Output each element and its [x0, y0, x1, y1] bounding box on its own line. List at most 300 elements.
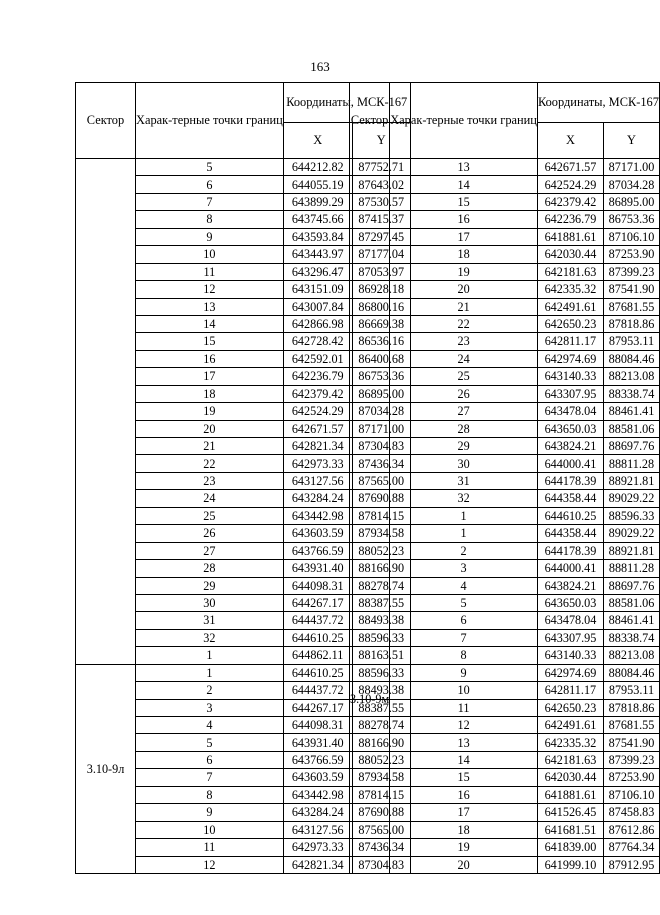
- y-coordinate-cell: 87752.71: [352, 159, 410, 176]
- y-coordinate-cell: 87541.90: [604, 281, 660, 298]
- x-coordinate-cell: 642181.63: [537, 751, 603, 768]
- point-number-cell: 12: [136, 856, 284, 873]
- sector-cell: [76, 159, 136, 665]
- x-coordinate-cell: 642236.79: [537, 211, 603, 228]
- y-coordinate-cell: 87177.04: [352, 246, 410, 263]
- header-coordinates: Координаты, МСК-167: [283, 83, 410, 123]
- x-coordinate-cell: 642335.32: [537, 281, 603, 298]
- point-number-cell: 5: [136, 159, 284, 176]
- table-row: [350, 612, 660, 629]
- y-coordinate-cell: 88084.46: [604, 664, 660, 681]
- point-number-cell: 23: [136, 472, 284, 489]
- table-row: [350, 856, 660, 873]
- y-coordinate-cell: 88811.28: [604, 560, 660, 577]
- table-row: [350, 298, 660, 315]
- y-coordinate-cell: 88493.38: [352, 612, 410, 629]
- point-number-cell: 28: [390, 420, 538, 437]
- x-coordinate-cell: 642811.17: [537, 333, 603, 350]
- x-coordinate-cell: 642866.98: [283, 315, 352, 332]
- table-row: [350, 821, 660, 838]
- table-row: [350, 717, 660, 734]
- x-coordinate-cell: 642491.61: [537, 717, 603, 734]
- point-number-cell: 25: [390, 368, 538, 385]
- x-coordinate-cell: 642650.23: [537, 699, 603, 716]
- x-coordinate-cell: 643650.03: [537, 420, 603, 437]
- y-coordinate-cell: 87934.58: [352, 769, 410, 786]
- y-coordinate-cell: 89029.22: [604, 525, 660, 542]
- y-coordinate-cell: 86400.68: [352, 350, 410, 367]
- y-coordinate-cell: 87912.95: [604, 856, 660, 873]
- point-number-cell: 15: [136, 333, 284, 350]
- x-coordinate-cell: 643766.59: [283, 751, 352, 768]
- y-coordinate-cell: 87304.83: [352, 856, 410, 873]
- y-coordinate-cell: 87297.45: [352, 228, 410, 245]
- header-y: Y: [352, 123, 410, 159]
- point-number-cell: 20: [390, 856, 538, 873]
- point-number-cell: 22: [136, 455, 284, 472]
- y-coordinate-cell: 88596.33: [352, 664, 410, 681]
- point-number-cell: 1: [136, 664, 284, 681]
- x-coordinate-cell: 644000.41: [537, 560, 603, 577]
- x-coordinate-cell: 644267.17: [283, 594, 352, 611]
- y-coordinate-cell: 87541.90: [604, 734, 660, 751]
- y-coordinate-cell: 87681.55: [604, 298, 660, 315]
- point-number-cell: 12: [136, 281, 284, 298]
- point-number-cell: 23: [390, 333, 538, 350]
- y-coordinate-cell: 88461.41: [604, 612, 660, 629]
- y-coordinate-cell: 86536.16: [352, 333, 410, 350]
- table-row: [350, 455, 660, 472]
- y-coordinate-cell: 87565.00: [352, 821, 410, 838]
- point-number-cell: 13: [390, 159, 538, 176]
- point-number-cell: 13: [136, 298, 284, 315]
- y-coordinate-cell: 86895.00: [352, 385, 410, 402]
- y-coordinate-cell: 87304.83: [352, 438, 410, 455]
- point-number-cell: 2: [390, 542, 538, 559]
- y-coordinate-cell: 88387.55: [352, 594, 410, 611]
- point-number-cell: 18: [390, 821, 538, 838]
- x-coordinate-cell: 642030.44: [537, 246, 603, 263]
- header-sector: Сектор: [350, 83, 390, 159]
- y-coordinate-cell: 86753.36: [352, 368, 410, 385]
- x-coordinate-cell: 643478.04: [537, 403, 603, 420]
- table-row: [350, 542, 660, 559]
- y-coordinate-cell: 87436.34: [352, 839, 410, 856]
- sector-cell: [350, 159, 390, 525]
- x-coordinate-cell: 644178.39: [537, 542, 603, 559]
- y-coordinate-cell: 86928.18: [352, 281, 410, 298]
- x-coordinate-cell: 644358.44: [537, 490, 603, 507]
- x-coordinate-cell: 644610.25: [283, 664, 352, 681]
- table-row: [350, 594, 660, 611]
- y-coordinate-cell: 87953.11: [604, 682, 660, 699]
- x-coordinate-cell: 643307.95: [537, 385, 603, 402]
- x-coordinate-cell: 641881.61: [537, 228, 603, 245]
- table-row: [350, 472, 660, 489]
- x-coordinate-cell: 643140.33: [537, 647, 603, 664]
- x-coordinate-cell: 643650.03: [537, 594, 603, 611]
- x-coordinate-cell: 643443.97: [283, 246, 352, 263]
- x-coordinate-cell: 642728.42: [283, 333, 352, 350]
- point-number-cell: 24: [136, 490, 284, 507]
- y-coordinate-cell: 87818.86: [604, 699, 660, 716]
- point-number-cell: 15: [390, 769, 538, 786]
- x-coordinate-cell: 643899.29: [283, 193, 352, 210]
- point-number-cell: 17: [390, 228, 538, 245]
- x-coordinate-cell: 644437.72: [283, 612, 352, 629]
- table-row: [350, 211, 660, 228]
- x-coordinate-cell: 642811.17: [537, 682, 603, 699]
- x-coordinate-cell: 643307.95: [537, 629, 603, 646]
- x-coordinate-cell: 642973.33: [283, 455, 352, 472]
- point-number-cell: 15: [390, 193, 538, 210]
- point-number-cell: 27: [136, 542, 284, 559]
- table-row: [350, 769, 660, 786]
- x-coordinate-cell: 643007.84: [283, 298, 352, 315]
- y-coordinate-cell: 88213.08: [604, 368, 660, 385]
- point-number-cell: 10: [136, 821, 284, 838]
- y-coordinate-cell: 87253.90: [604, 246, 660, 263]
- y-coordinate-cell: 87399.23: [604, 263, 660, 280]
- header-x: X: [283, 123, 352, 159]
- x-coordinate-cell: 644000.41: [537, 455, 603, 472]
- x-coordinate-cell: 643745.66: [283, 211, 352, 228]
- y-coordinate-cell: 88166.90: [352, 560, 410, 577]
- table-row: [350, 246, 660, 263]
- point-number-cell: 32: [136, 629, 284, 646]
- x-coordinate-cell: 643478.04: [537, 612, 603, 629]
- table-row: [350, 420, 660, 437]
- x-coordinate-cell: 643296.47: [283, 263, 352, 280]
- point-number-cell: 14: [390, 751, 538, 768]
- y-coordinate-cell: 87814.15: [352, 507, 410, 524]
- x-coordinate-cell: 643593.84: [283, 228, 352, 245]
- x-coordinate-cell: 644055.19: [283, 176, 352, 193]
- x-coordinate-cell: 641839.00: [537, 839, 603, 856]
- x-coordinate-cell: 642821.34: [283, 856, 352, 873]
- y-coordinate-cell: 87034.28: [604, 176, 660, 193]
- y-coordinate-cell: 88052.23: [352, 542, 410, 559]
- x-coordinate-cell: 643151.09: [283, 281, 352, 298]
- point-number-cell: 29: [136, 577, 284, 594]
- y-coordinate-cell: 87436.34: [352, 455, 410, 472]
- point-number-cell: 22: [390, 315, 538, 332]
- y-coordinate-cell: 88581.06: [604, 594, 660, 611]
- y-coordinate-cell: 87415.37: [352, 211, 410, 228]
- point-number-cell: 13: [390, 734, 538, 751]
- y-coordinate-cell: 88697.76: [604, 438, 660, 455]
- point-number-cell: 6: [390, 612, 538, 629]
- x-coordinate-cell: 644267.17: [283, 699, 352, 716]
- x-coordinate-cell: 641999.10: [537, 856, 603, 873]
- header-y: Y: [604, 123, 660, 159]
- point-number-cell: 26: [390, 385, 538, 402]
- point-number-cell: 11: [390, 699, 538, 716]
- x-coordinate-cell: 644212.82: [283, 159, 352, 176]
- x-coordinate-cell: 643284.24: [283, 490, 352, 507]
- y-coordinate-cell: 87053.97: [352, 263, 410, 280]
- table-row: [350, 786, 660, 803]
- y-coordinate-cell: 87690.88: [352, 804, 410, 821]
- y-coordinate-cell: 87034.28: [352, 403, 410, 420]
- y-coordinate-cell: 86800.16: [352, 298, 410, 315]
- y-coordinate-cell: 88084.46: [604, 350, 660, 367]
- x-coordinate-cell: 643127.56: [283, 821, 352, 838]
- table-row: [350, 159, 660, 176]
- x-coordinate-cell: 644610.25: [537, 507, 603, 524]
- x-coordinate-cell: 644437.72: [283, 682, 352, 699]
- table-row: [350, 525, 660, 542]
- y-coordinate-cell: 87690.88: [352, 490, 410, 507]
- table-row: [350, 263, 660, 280]
- x-coordinate-cell: 643284.24: [283, 804, 352, 821]
- y-coordinate-cell: 88166.90: [352, 734, 410, 751]
- y-coordinate-cell: 88052.23: [352, 751, 410, 768]
- y-coordinate-cell: 87171.00: [352, 420, 410, 437]
- point-number-cell: 3: [136, 699, 284, 716]
- table-row: [350, 734, 660, 751]
- x-coordinate-cell: 644358.44: [537, 525, 603, 542]
- x-coordinate-cell: 642974.69: [537, 664, 603, 681]
- x-coordinate-cell: 642491.61: [537, 298, 603, 315]
- x-coordinate-cell: 642335.32: [537, 734, 603, 751]
- point-number-cell: 16: [136, 350, 284, 367]
- point-number-cell: 26: [136, 525, 284, 542]
- table-row: [350, 682, 660, 699]
- point-number-cell: 8: [136, 786, 284, 803]
- point-number-cell: 20: [136, 420, 284, 437]
- point-number-cell: 19: [390, 839, 538, 856]
- point-number-cell: 32: [390, 490, 538, 507]
- y-coordinate-cell: 86753.36: [604, 211, 660, 228]
- table-row: [350, 664, 660, 681]
- table-row: [350, 315, 660, 332]
- table-row: [350, 507, 660, 524]
- table-row: [350, 699, 660, 716]
- table-row: [350, 577, 660, 594]
- x-coordinate-cell: 643931.40: [283, 560, 352, 577]
- table-row: [350, 385, 660, 402]
- point-number-cell: 11: [136, 263, 284, 280]
- y-coordinate-cell: 87565.00: [352, 472, 410, 489]
- x-coordinate-cell: 643824.21: [537, 438, 603, 455]
- point-number-cell: 17: [390, 804, 538, 821]
- point-number-cell: 20: [390, 281, 538, 298]
- point-number-cell: 16: [390, 786, 538, 803]
- x-coordinate-cell: 642974.69: [537, 350, 603, 367]
- point-number-cell: 10: [390, 682, 538, 699]
- point-number-cell: 25: [136, 507, 284, 524]
- x-coordinate-cell: 642671.57: [283, 420, 352, 437]
- x-coordinate-cell: 642821.34: [283, 438, 352, 455]
- coordinates-table-right: [349, 82, 660, 874]
- point-number-cell: 4: [390, 577, 538, 594]
- sector-cell: 3.10-9м: [350, 525, 390, 874]
- table-row: [350, 647, 660, 664]
- y-coordinate-cell: 87612.86: [604, 821, 660, 838]
- x-coordinate-cell: 643931.40: [283, 734, 352, 751]
- point-number-cell: 3: [390, 560, 538, 577]
- x-coordinate-cell: 643442.98: [283, 507, 352, 524]
- y-coordinate-cell: 86669.38: [352, 315, 410, 332]
- header-x: X: [537, 123, 603, 159]
- x-coordinate-cell: 642379.42: [537, 193, 603, 210]
- table-row: [350, 804, 660, 821]
- y-coordinate-cell: 87106.10: [604, 228, 660, 245]
- y-coordinate-cell: 89029.22: [604, 490, 660, 507]
- y-coordinate-cell: 88921.81: [604, 542, 660, 559]
- table-row: [350, 438, 660, 455]
- header-points: Харак-терные точки границ: [390, 83, 538, 159]
- point-number-cell: 6: [136, 751, 284, 768]
- point-number-cell: 19: [136, 403, 284, 420]
- point-number-cell: 30: [390, 455, 538, 472]
- x-coordinate-cell: 642236.79: [283, 368, 352, 385]
- point-number-cell: 18: [136, 385, 284, 402]
- point-number-cell: 4: [136, 717, 284, 734]
- y-coordinate-cell: 88338.74: [604, 385, 660, 402]
- point-number-cell: 27: [390, 403, 538, 420]
- x-coordinate-cell: 644862.11: [283, 647, 352, 664]
- point-number-cell: 11: [136, 839, 284, 856]
- point-number-cell: 14: [390, 176, 538, 193]
- table-row: [350, 333, 660, 350]
- point-number-cell: 1: [390, 525, 538, 542]
- y-coordinate-cell: 87814.15: [352, 786, 410, 803]
- y-coordinate-cell: 87106.10: [604, 786, 660, 803]
- x-coordinate-cell: 642524.29: [283, 403, 352, 420]
- table-row: [350, 281, 660, 298]
- x-coordinate-cell: 641526.45: [537, 804, 603, 821]
- x-coordinate-cell: 642671.57: [537, 159, 603, 176]
- y-coordinate-cell: 88213.08: [604, 647, 660, 664]
- y-coordinate-cell: 88163.51: [352, 647, 410, 664]
- point-number-cell: 21: [390, 298, 538, 315]
- point-number-cell: 31: [136, 612, 284, 629]
- point-number-cell: 7: [136, 193, 284, 210]
- y-coordinate-cell: 88596.33: [604, 507, 660, 524]
- point-number-cell: 1: [136, 647, 284, 664]
- point-number-cell: 9: [390, 664, 538, 681]
- point-number-cell: 1: [390, 507, 538, 524]
- point-number-cell: 17: [136, 368, 284, 385]
- y-coordinate-cell: 87953.11: [604, 333, 660, 350]
- table-row: [350, 368, 660, 385]
- y-coordinate-cell: 87530.57: [352, 193, 410, 210]
- x-coordinate-cell: 643442.98: [283, 786, 352, 803]
- x-coordinate-cell: 642379.42: [283, 385, 352, 402]
- y-coordinate-cell: 88596.33: [352, 629, 410, 646]
- point-number-cell: 8: [136, 211, 284, 228]
- table-row: [350, 839, 660, 856]
- y-coordinate-cell: 87253.90: [604, 769, 660, 786]
- point-number-cell: 2: [136, 682, 284, 699]
- point-number-cell: 9: [136, 804, 284, 821]
- point-number-cell: 7: [390, 629, 538, 646]
- point-number-cell: 16: [390, 211, 538, 228]
- header-sector: Сектор: [76, 83, 136, 159]
- y-coordinate-cell: 88493.38: [352, 682, 410, 699]
- point-number-cell: 28: [136, 560, 284, 577]
- point-number-cell: 24: [390, 350, 538, 367]
- point-number-cell: 7: [136, 769, 284, 786]
- y-coordinate-cell: 88278.74: [352, 717, 410, 734]
- x-coordinate-cell: 641881.61: [537, 786, 603, 803]
- point-number-cell: 19: [390, 263, 538, 280]
- point-number-cell: 10: [136, 246, 284, 263]
- table-row: [350, 629, 660, 646]
- x-coordinate-cell: 643766.59: [283, 542, 352, 559]
- point-number-cell: 9: [136, 228, 284, 245]
- y-coordinate-cell: 88921.81: [604, 472, 660, 489]
- table-row: [350, 751, 660, 768]
- table-row: [350, 490, 660, 507]
- point-number-cell: 12: [390, 717, 538, 734]
- point-number-cell: 18: [390, 246, 538, 263]
- header-points: Харак-терные точки границ: [136, 83, 284, 159]
- y-coordinate-cell: 87171.00: [604, 159, 660, 176]
- point-number-cell: 29: [390, 438, 538, 455]
- table-row: [350, 176, 660, 193]
- y-coordinate-cell: 87764.34: [604, 839, 660, 856]
- point-number-cell: 5: [136, 734, 284, 751]
- x-coordinate-cell: 644098.31: [283, 717, 352, 734]
- x-coordinate-cell: 643824.21: [537, 577, 603, 594]
- y-coordinate-cell: 88461.41: [604, 403, 660, 420]
- table-body: [350, 159, 660, 874]
- point-number-cell: 21: [136, 438, 284, 455]
- y-coordinate-cell: 88581.06: [604, 420, 660, 437]
- point-number-cell: 6: [136, 176, 284, 193]
- x-coordinate-cell: 642030.44: [537, 769, 603, 786]
- y-coordinate-cell: 88278.74: [352, 577, 410, 594]
- point-number-cell: 8: [390, 647, 538, 664]
- page-number: 163: [310, 59, 330, 74]
- x-coordinate-cell: 644098.31: [283, 577, 352, 594]
- x-coordinate-cell: 643127.56: [283, 472, 352, 489]
- y-coordinate-cell: 86895.00: [604, 193, 660, 210]
- point-number-cell: 14: [136, 315, 284, 332]
- x-coordinate-cell: 642181.63: [537, 263, 603, 280]
- x-coordinate-cell: 642592.01: [283, 350, 352, 367]
- x-coordinate-cell: 641681.51: [537, 821, 603, 838]
- y-coordinate-cell: 87934.58: [352, 525, 410, 542]
- y-coordinate-cell: 87818.86: [604, 315, 660, 332]
- y-coordinate-cell: 88338.74: [604, 629, 660, 646]
- table-row: [350, 228, 660, 245]
- table-row: [350, 403, 660, 420]
- y-coordinate-cell: 87458.83: [604, 804, 660, 821]
- x-coordinate-cell: 643603.59: [283, 769, 352, 786]
- x-coordinate-cell: 644178.39: [537, 472, 603, 489]
- point-number-cell: 30: [136, 594, 284, 611]
- header-coordinates: Координаты, МСК-167: [537, 83, 659, 123]
- y-coordinate-cell: 87643.02: [352, 176, 410, 193]
- x-coordinate-cell: 644610.25: [283, 629, 352, 646]
- y-coordinate-cell: 88811.28: [604, 455, 660, 472]
- point-number-cell: 31: [390, 472, 538, 489]
- table-row: [350, 350, 660, 367]
- table-row: [350, 560, 660, 577]
- y-coordinate-cell: 87399.23: [604, 751, 660, 768]
- y-coordinate-cell: 88387.55: [352, 699, 410, 716]
- x-coordinate-cell: 642650.23: [537, 315, 603, 332]
- table-row: [350, 193, 660, 210]
- sector-cell: 3.10-9л: [76, 664, 136, 873]
- y-coordinate-cell: 88697.76: [604, 577, 660, 594]
- x-coordinate-cell: 643140.33: [537, 368, 603, 385]
- point-number-cell: 5: [390, 594, 538, 611]
